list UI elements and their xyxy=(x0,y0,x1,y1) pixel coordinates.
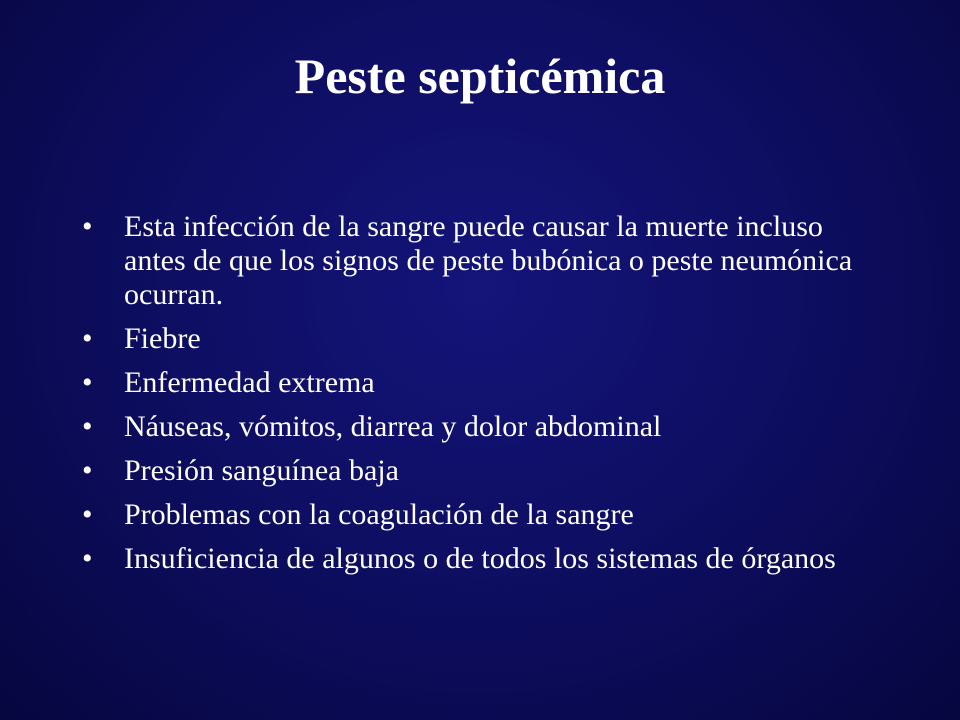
list-item xyxy=(76,410,876,444)
bullet-icon: • xyxy=(82,322,93,355)
list-item xyxy=(76,454,876,488)
bullet-icon: • xyxy=(82,210,93,243)
bullet-text: Problemas con la coagulación de la sangre xyxy=(124,498,634,531)
bullet-list xyxy=(76,210,876,586)
slide-title: Peste septicémica xyxy=(294,48,666,104)
list-item xyxy=(76,210,876,312)
bullet-icon: • xyxy=(82,410,93,443)
bullet-icon: • xyxy=(82,542,93,575)
bullet-text: Fiebre xyxy=(124,322,201,355)
bullet-text: Insuficiencia de algunos o de todos los sistemas de órganos xyxy=(124,542,836,575)
bullet-text: Náuseas, vómitos, diarrea y dolor abdominal xyxy=(124,410,662,443)
bullet-text: Presión sanguínea baja xyxy=(124,454,399,487)
list-item xyxy=(76,366,876,400)
list-item xyxy=(76,542,876,576)
bullet-icon: • xyxy=(82,454,93,487)
bullet-text: Esta infección de la sangre puede causar la muerte incluso antes de que los signos de peste bubónica o peste neumónica ocurran. xyxy=(124,210,853,311)
list-item xyxy=(76,498,876,532)
bullet-text: Enfermedad extrema xyxy=(124,366,375,399)
bullet-icon: • xyxy=(82,498,93,531)
list-item xyxy=(76,322,876,356)
bullet-icon: • xyxy=(82,366,93,399)
